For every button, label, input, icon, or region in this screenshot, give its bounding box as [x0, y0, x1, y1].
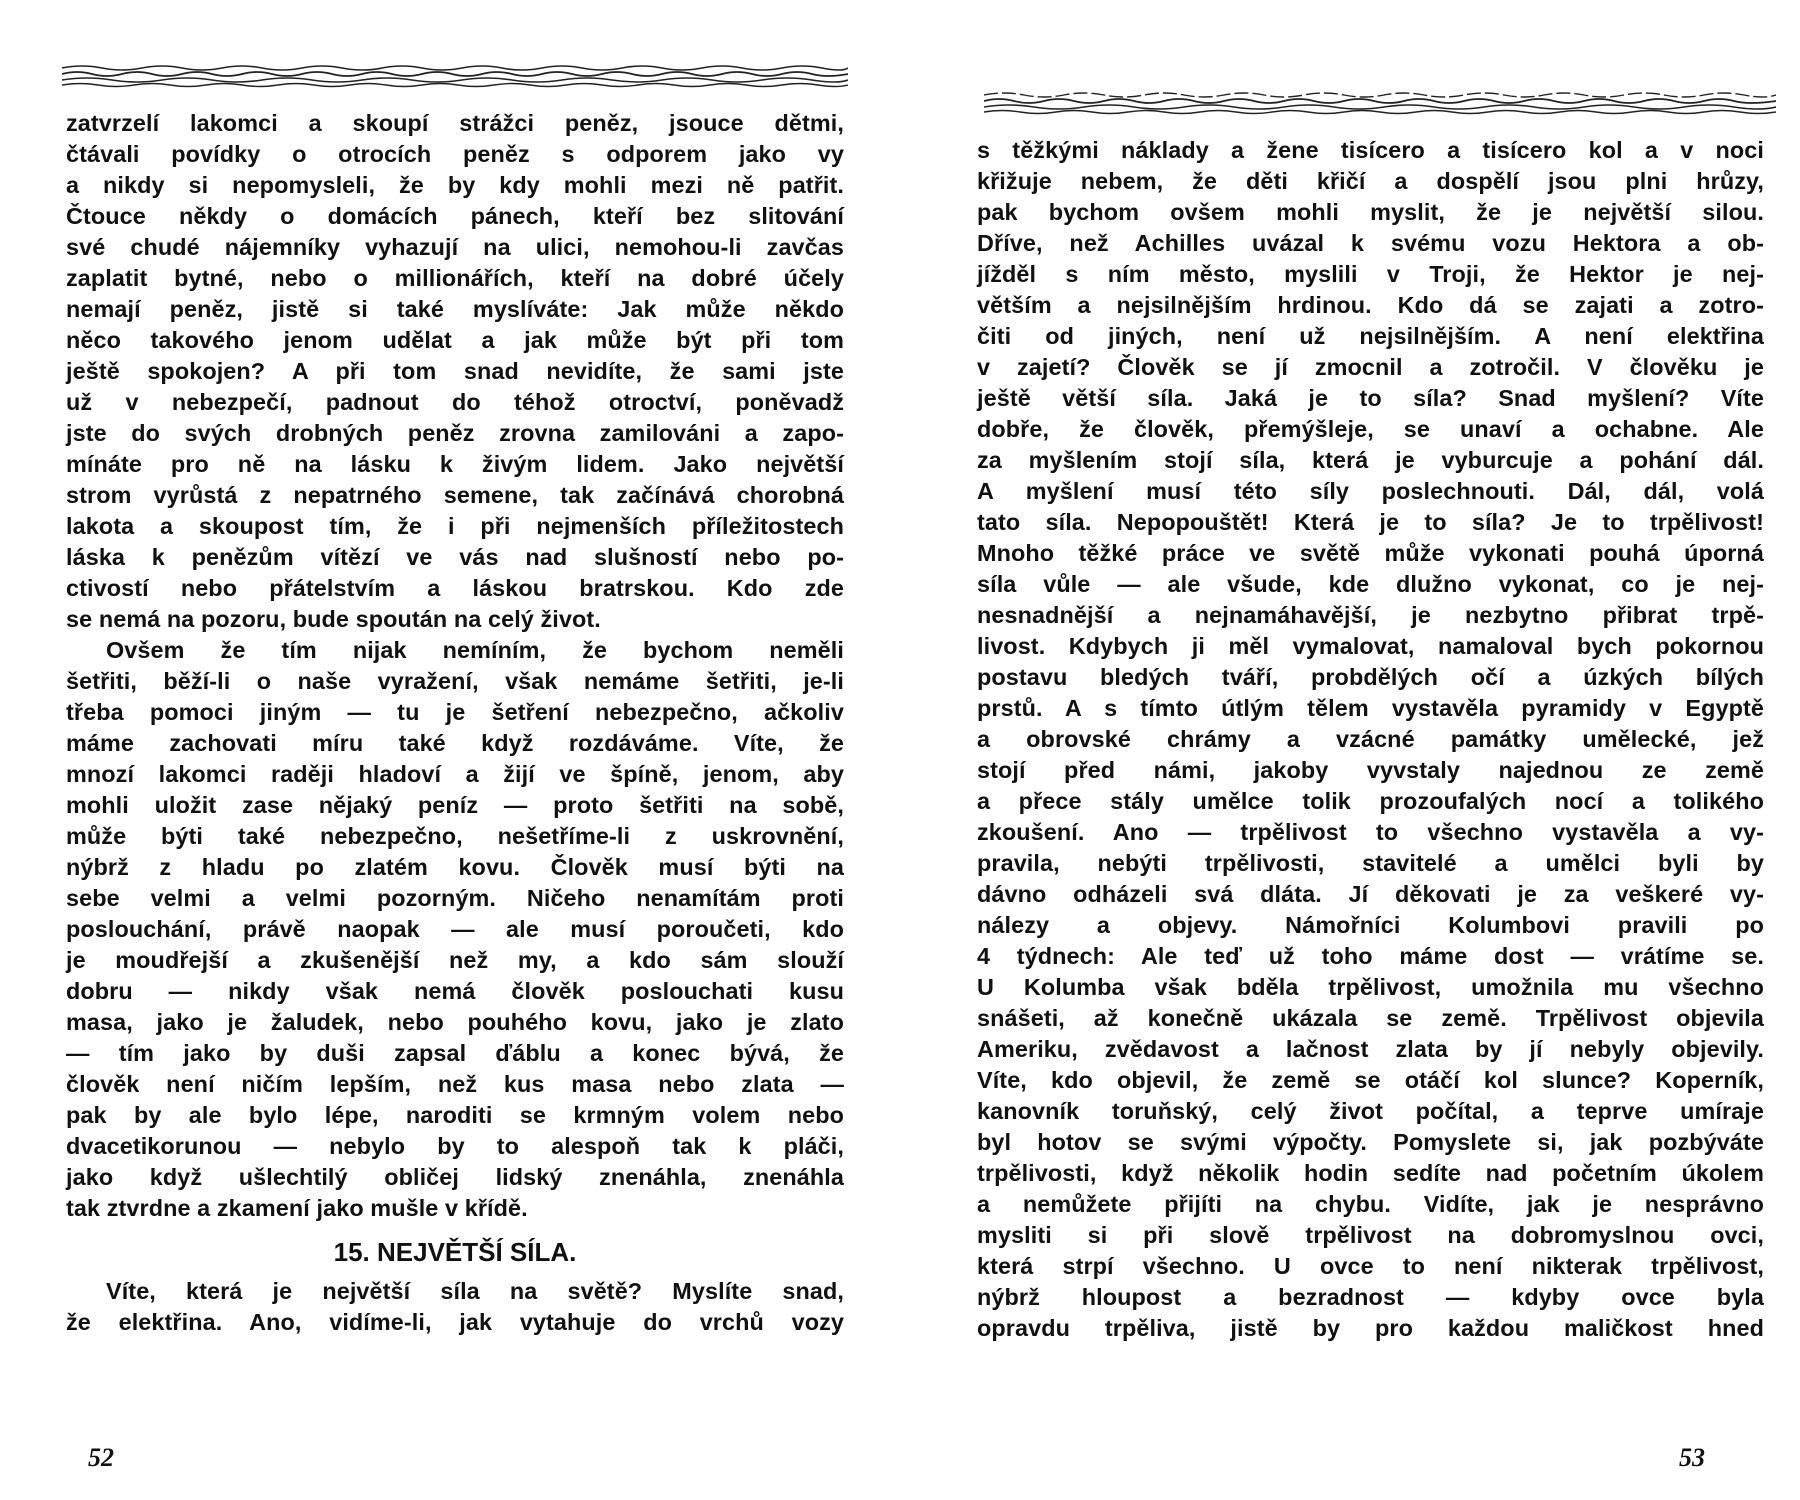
text-line: pravila, nebýti trpělivosti, stavitelé a umělci byli by: [977, 850, 1764, 876]
right-body-text: [977, 135, 1764, 1344]
text-line: Dříve, než Achilles uvázal k svému vozu Hektora a ob-: [977, 230, 1764, 256]
text-line: sebe velmi a velmi pozorným. Ničeho nenamítám proti: [66, 885, 844, 911]
text-line: poslouchání, právě naopak — ale musí poroučeti, kdo: [66, 916, 844, 942]
text-line: čtávali povídky o otrocích peněz s odporem jako vy: [66, 141, 844, 167]
text-line: mohli uložit zase nějaký peníz — proto šetřiti na sobě,: [66, 792, 844, 818]
text-line: v zajetí? Člověk se jí zmocnil a zotročil. V člověku je: [977, 354, 1764, 380]
text-line: snášeti, až konečně ukázala se země. Trpělivost objevila: [977, 1005, 1764, 1031]
page-number-right: 53: [1679, 1443, 1705, 1472]
text-line: něco takového jenom udělat a jak může být při tom: [66, 327, 844, 353]
text-line: 4 týdnech: Ale teď už toho máme dost — vrátíme se.: [977, 943, 1764, 969]
text-line: šetřiti, běží-li o naše vyražení, však nemáme šetřiti, je-li: [66, 668, 844, 694]
text-line: dvacetikorunou — nebylo by to alespoň tak k pláči,: [66, 1133, 844, 1159]
text-line: jížděl s ním město, myslili v Troji, že Hektor je nej-: [977, 261, 1764, 287]
text-line: lakota a skoupost tím, že i při nejmenších příležitostech: [66, 513, 844, 539]
text-line: která strpí všechno. U ovce to není nikterak trpělivost,: [977, 1253, 1764, 1279]
text-line: dobru — nikdy však nemá člověk poslouchati kusu: [66, 978, 844, 1004]
text-line: nesnadnější a nejnamáhavější, je nezbytno přibrat trpě-: [977, 602, 1764, 628]
text-line: čiti od jiných, není už nejsilnějším. A není elektřina: [977, 323, 1764, 349]
text-line: byl hotov se svými výpočty. Pomyslete si, jak pozbýváte: [977, 1129, 1764, 1155]
text-line: dobře, že člověk, přemýšleje, se unaví a ochabne. Ale: [977, 416, 1764, 442]
header-ornament: [62, 62, 848, 88]
text-line: za myšlením stojí síla, která je vyburcuje a pohání dál.: [977, 447, 1764, 473]
text-line: — tím jako by duši zapsal ďáblu a konec bývá, že: [66, 1040, 844, 1066]
text-line: ctivostí nebo přátelstvím a láskou bratrskou. Kdo zde: [66, 575, 844, 601]
text-line: máme zachovati míru také když rozdáváme. Víte, že: [66, 730, 844, 756]
page-number-left: 52: [88, 1443, 114, 1472]
text-line: je moudřejší a zkušenější než my, a kdo sám slouží: [66, 947, 844, 973]
text-line: nýbrž hloupost a bezradnost — kdyby ovce byla: [977, 1284, 1764, 1310]
text-line: a nemůžete přijíti na chybu. Vidíte, jak je nesprávno: [977, 1191, 1764, 1217]
left-body-text: [66, 108, 844, 1338]
text-line: člověk není ničím lepším, než kus masa nebo zlata —: [66, 1071, 844, 1097]
text-line: že elektřina. Ano, vidíme-li, jak vytahuje do vrchů vozy: [66, 1309, 844, 1335]
text-line: láska k penězům vítězí ve vás nad slušností nebo po-: [66, 544, 844, 570]
text-line: kanovník toruňský, celý život počítal, a teprve umíraje: [977, 1098, 1764, 1124]
text-line: třeba pomoci jiným — tu je šetření nebezpečno, ačkoliv: [66, 699, 844, 725]
text-line: větším a nejsilnějším hrdinou. Kdo dá se zajati a zotro-: [977, 292, 1764, 318]
text-line: křižuje nebem, že děti křičí a dospělí jsou plni hrůzy,: [977, 168, 1764, 194]
text-line: A myšlení musí této síly poslechnouti. Dál, dál, volá: [977, 478, 1764, 504]
text-line: ještě větší síla. Jaká je to síla? Snad myšlení? Víte: [977, 385, 1764, 411]
text-line: mysliti si při slově trpělivost na dobromyslnou ovci,: [977, 1222, 1764, 1248]
text-line: jako když ušlechtilý obličej lidský znenáhla, znenáhla: [66, 1164, 844, 1190]
text-line: s těžkými náklady a žene tisícero a tisícero kol a v noci: [977, 137, 1764, 163]
text-line: prstů. A s tímto útlým tělem vystavěla pyramidy v Egyptě: [977, 695, 1764, 721]
text-line: nálezy a objevy. Námořníci Kolumbovi pravili po: [977, 912, 1764, 938]
text-line: strom vyrůstá z nepatrného semene, tak začínává chorobná: [66, 482, 844, 508]
text-line: a nikdy si nepomysleli, že by kdy mohli mezi ně patřit.: [66, 172, 844, 198]
text-line: zatvrzelí lakomci a skoupí strážci peněz, jsouce dětmi,: [66, 110, 844, 136]
text-line: síla vůle — ale všude, kde dlužno vykonat, co je nej-: [977, 571, 1764, 597]
text-line: se nemá na pozoru, bude spoután na celý život.: [66, 606, 601, 632]
text-line: už v nebezpečí, padnout do téhož otroctví, poněvadž: [66, 389, 844, 415]
text-line: Čtouce někdy o domácích pánech, kteří bez slitování: [66, 203, 844, 229]
text-line: pak bychom ovšem mohli myslit, že je největší silou.: [977, 199, 1764, 225]
chapter-heading: 15. NEJVĚTŠÍ SÍLA.: [333, 1237, 577, 1267]
text-line: masa, jako je žaludek, nebo pouhého kovu, jako je zlato: [66, 1009, 844, 1035]
text-line: tato síla. Nepopouštět! Která je to síla? Je to trpělivost!: [977, 509, 1764, 535]
text-line: Mnoho těžké práce ve světě může vykonati pouhá úporná: [977, 540, 1764, 566]
text-line: postavu bledých tváří, probdělých očí a úzkých bílých: [977, 664, 1764, 690]
text-line: může býti také nebezpečno, nešetříme-li z uskrovnění,: [66, 823, 844, 849]
text-line: nýbrž z hladu po zlatém kovu. Člověk musí býti na: [66, 854, 844, 880]
text-line: a obrovské chrámy a vzácné památky umělecké, jež: [977, 726, 1764, 752]
text-line: mnozí lakomci raději hladoví a žijí ve špíně, jenom, aby: [66, 761, 844, 787]
text-line: zaplatit bytné, nebo o millionářích, kteří na dobré účely: [66, 265, 844, 291]
text-line: U Kolumba však bděla trpělivost, umožnila mu všechno: [977, 974, 1764, 1000]
text-line: své chudé nájemníky vyhazují na ulici, nemohou-li zavčas: [66, 234, 844, 260]
text-line: stojí před námi, jakoby vyvstaly najednou ze země: [977, 757, 1764, 783]
text-line: trpělivosti, když několik hodin sedíte nad početním úkolem: [977, 1160, 1764, 1186]
text-line: ještě spokojen? A při tom snad nevidíte, že sami jste: [66, 358, 844, 384]
right-page: [900, 0, 1800, 1500]
text-line: Ameriku, zvědavost a lačnost zlata by jí nebyly objevily.: [977, 1036, 1764, 1062]
text-line: jste do svých drobných peněz zrovna zamilováni a zapo-: [66, 420, 844, 446]
text-line: opravdu trpěliva, jistě by pro každou maličkost hned: [977, 1315, 1764, 1341]
text-line: tak ztvrdne a zkamení jako mušle v křídě.: [66, 1195, 528, 1221]
header-ornament: [984, 90, 1776, 116]
text-line: zkoušení. Ano — trpělivost to všechno vystavěla a vy-: [977, 819, 1764, 845]
text-line: livost. Kdybych ji měl vymalovat, namaloval bych pokornou: [977, 633, 1764, 659]
text-line: nemají peněz, jistě si také myslíváte: Jak může někdo: [66, 296, 844, 322]
text-line: Víte, která je největší síla na světě? Myslíte snad,: [106, 1278, 844, 1304]
text-line: dávno odházeli svá dláta. Jí děkovati je za veškeré vy-: [977, 881, 1764, 907]
text-line: pak by ale bylo lépe, naroditi se krmným volem nebo: [66, 1102, 844, 1128]
text-line: Víte, kdo objevil, že země se otáčí kol slunce? Koperník,: [977, 1067, 1764, 1093]
text-line: Ovšem že tím nijak nemíním, že bychom neměli: [106, 637, 844, 663]
text-line: a přece stály umělce tolik prozoufalých nocí a tolikého: [977, 788, 1764, 814]
text-line: mínáte pro ně na lásku k živým lidem. Jako největší: [66, 451, 844, 477]
